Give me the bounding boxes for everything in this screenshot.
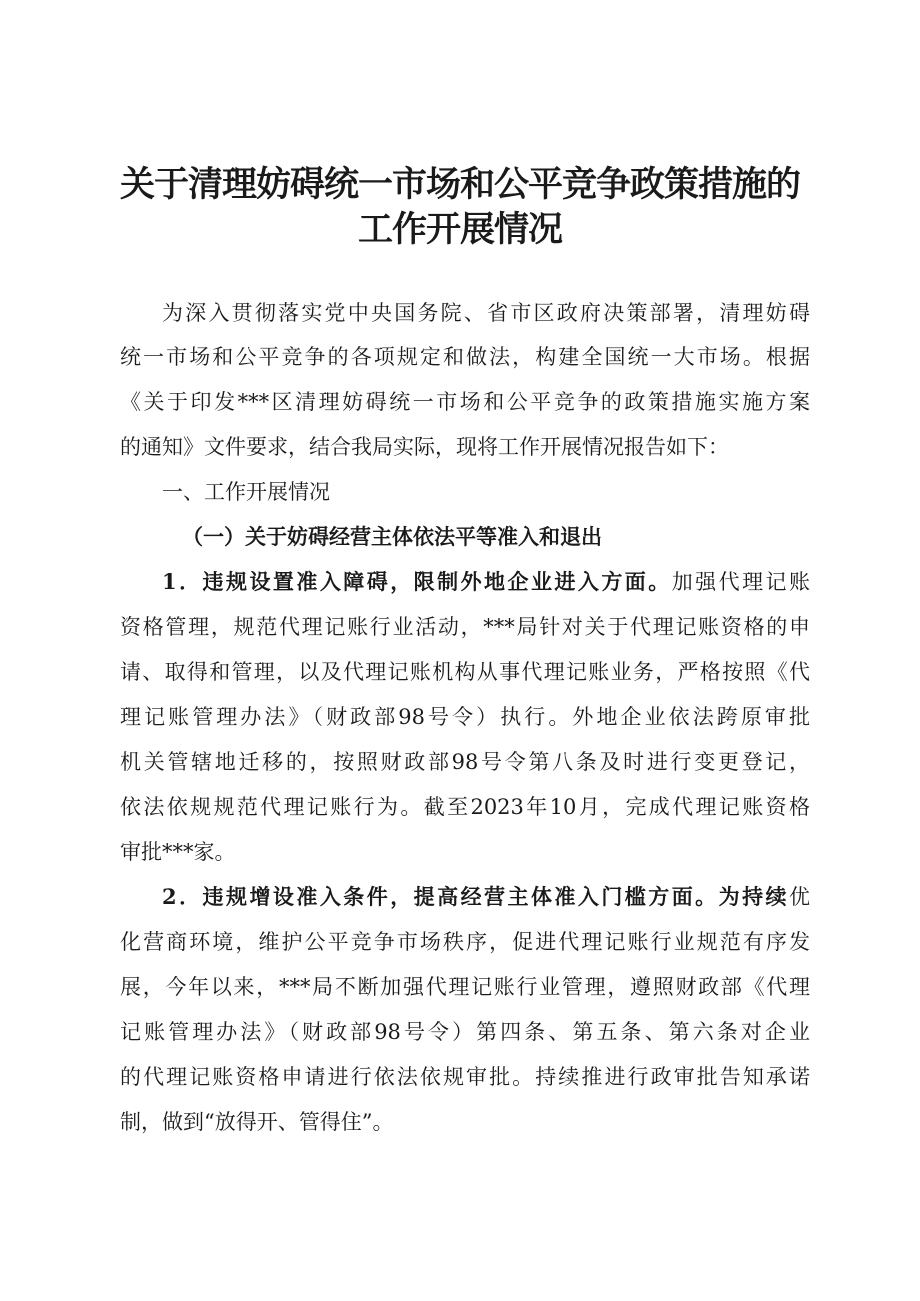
item-1-line-7: 审批***家。 [120,840,236,864]
item-1-bold-lead: 1．违规设置准入障碍，限制外地企业进入方面。 [162,569,672,594]
intro-line-2: 统一市场和公平竞争的各项规定和做法，构建全国统一大市场。根据 [120,345,810,369]
item-2-line-5: 的代理记账资格申请进行依法依规审批。持续推进行政审批告知承诺 [120,1065,810,1089]
item-2-line-3: 展，今年以来，***局不断加强代理记账行业管理，遵照财政部《代理 [120,975,810,999]
item-2-first-rest: 优 [789,885,810,909]
intro-line-3: 《关于印发***区清理妨碍统一市场和公平竞争的政策措施实施方案 [120,390,810,414]
item-1-line-4: 理记账管理办法》（财政部98号令）执行。外地企业依法跨原审批 [120,705,810,729]
subsection-heading-1: （一）关于妨碍经营主体依法平等准入和退出 [182,525,602,549]
item-2-bold-lead: 2．违规增设准入条件，提高经营主体准入门槛方面。为持续 [162,884,789,909]
item-2-line-2: 化营商环境，维护公平竞争市场秩序，促进代理记账行业规范有序发 [120,930,810,954]
item-1-line-1 [162,567,810,597]
item-1-line-5: 机关管辖地迁移的，按照财政部98号令第八条及时进行变更登记， [120,750,810,774]
item-1-line-6: 依法依规规范代理记账行为。截至2023年10月，完成代理记账资格 [120,795,810,819]
item-2-line-4: 记账管理办法》（财政部98号令）第四条、第五条、第六条对企业 [120,1020,810,1044]
section-heading-1: 一、工作开展情况 [162,480,330,504]
item-1-first-rest: 加强代理记账 [671,570,810,594]
item-2-line-6: 制，做到“放得开、管得住”。 [120,1110,394,1134]
item-1-line-2: 资格管理，规范代理记账行业活动，***局针对关于代理记账资格的申 [120,615,810,639]
intro-line-4: 的通知》文件要求，结合我局实际，现将工作开展情况报告如下： [120,435,729,459]
item-2-line-1 [162,882,810,912]
intro-line-1: 为深入贯彻落实党中央国务院、省市区政府决策部署，清理妨碍 [162,301,810,325]
document-title-line-2: 工作开展情况 [357,210,562,250]
item-1-line-3: 请、取得和管理，以及代理记账机构从事代理记账业务，严格按照《代 [120,660,810,684]
document-title-line-1: 关于清理妨碍统一市场和公平竞争政策措施的 [119,165,800,205]
